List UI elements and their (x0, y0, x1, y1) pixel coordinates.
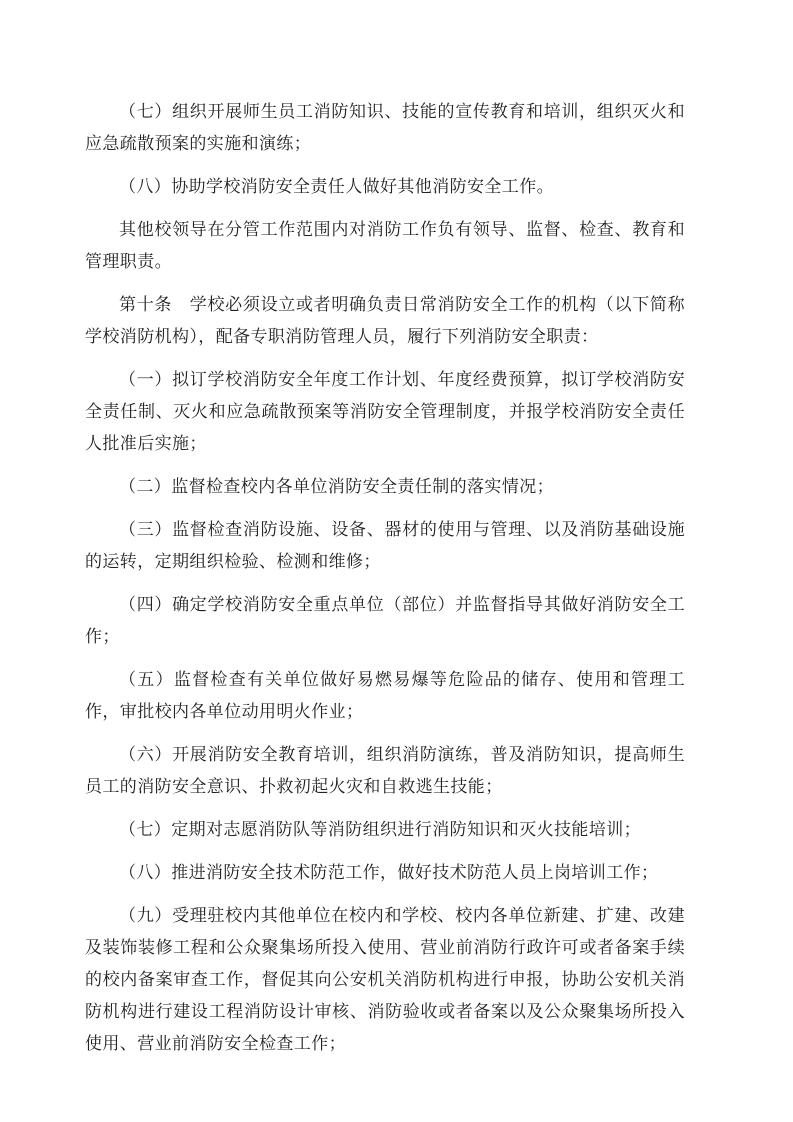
paragraph-duty-9-filing: （九）受理驻校内其他单位在校内和学校、校内各单位新建、扩建、改建及装饰装修工程和公众聚集场所投入使用、营业前消防行政许可或者备案手续的校内备案审查工作，督促其向公安机关消防机构进行申报，协助公安机关消防机构进行建设工程消防设计审核、消防验收或者备案以及公众聚集场所投入使用、营业前消防安全检查工作； (85, 906, 685, 1053)
paragraph-duty-2-supervise: （二）监督检查校内各单位消防安全责任制的落实情况； (119, 477, 554, 496)
paragraph-duty-5-hazardous: （五）监督检查有关单位做好易燃易爆等危险品的储存、使用和管理工作，审批校内各单位动用明火作业； (85, 670, 685, 721)
paragraph-duty-8-technical: （八）推进消防安全技术防范工作，做好技术防范人员上岗培训工作； (119, 863, 659, 882)
document-text-block (85, 96, 685, 1071)
paragraph-duty-4-key-units: （四）确定学校消防安全重点单位（部位）并监督指导其做好消防安全工作； (85, 595, 685, 646)
paragraph-duty-7-volunteer: （七）定期对志愿消防队等消防组织进行消防知识和灭火技能培训； (119, 820, 641, 839)
paragraph-other-leaders-duty: 其他校领导在分管工作范围内对消防工作负有领导、监督、检查、教育和管理职责。 (85, 220, 685, 271)
paragraph-clause-8-assist: （八）协助学校消防安全责任人做好其他消防安全工作。 (119, 177, 554, 196)
paragraph-article-10: 第十条 学校必须设立或者明确负责日常消防安全工作的机构（以下简称学校消防机构），配备专职消防管理人员，履行下列消防安全职责： (85, 295, 685, 346)
paragraph-duty-6-education: （六）开展消防安全教育培训，组织消防演练，普及消防知识，提高师生员工的消防安全意识、扑救初起火灾和自救逃生技能； (85, 745, 685, 796)
paragraph-duty-3-facilities: （三）监督检查消防设施、设备、器材的使用与管理、以及消防基础设施的运转，定期组织检验、检测和维修； (85, 520, 685, 571)
paragraph-duty-1-plans: （一）拟订学校消防安全年度工作计划、年度经费预算，拟订学校消防安全责任制、灭火和应急疏散预案等消防安全管理制度，并报学校消防安全责任人批准后实施； (85, 370, 685, 453)
paragraph-clause-7-training: （七）组织开展师生员工消防知识、技能的宣传教育和培训，组织灭火和应急疏散预案的实施和演练； (85, 102, 685, 153)
